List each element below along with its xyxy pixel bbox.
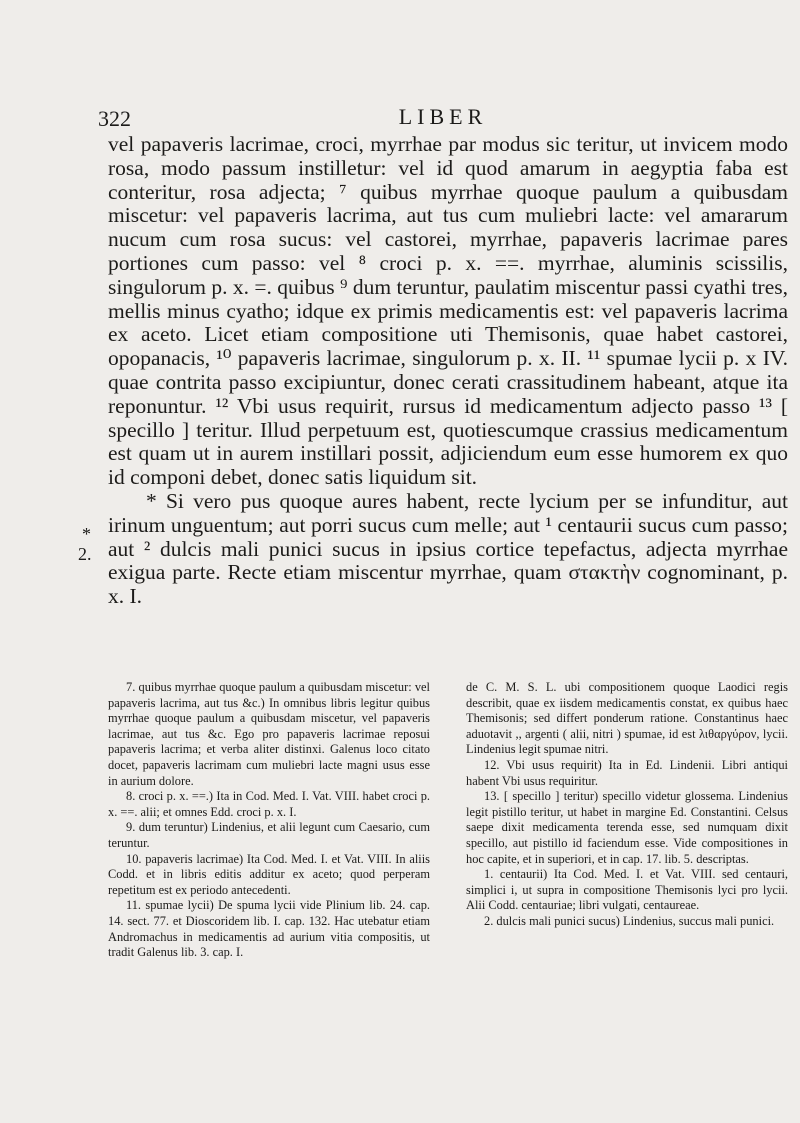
footnote: 12. Vbi usus requirit) Ita in Ed. Lindenii. Libri antiqui habent Vbi usus requiritur. (466, 757, 788, 788)
footnotes (108, 680, 788, 961)
margin-section-marker (78, 524, 92, 564)
footnote: 13. [ specillo ] teritur) specillo videtur glossema. Lindenius legit pistillo teritur, ut habet in margine Ed. Constantini. Celsus saepe dixit medicamenta terenda esse, sed numquam dixit specillo, aut pistillo id faciendum esse. Vide compositiones in hoc capite, et in superiori, et in cap. 17. lib. 5. descriptas. (466, 789, 788, 866)
footnote: 9. dum teruntur) Lindenius, et alii legunt cum Caesario, cum teruntur. (108, 820, 430, 850)
footnote: 10. papaveris lacrimae) Ita Cod. Med. I. et Vat. VIII. In aliis Codd. et in libris editis additur ex aceto; quod perperam repetitum est ex periodo antecedenti. (108, 851, 430, 897)
main-paragraph-1: vel papaveris lacrimae, croci, myrrhae par modus sic teritur, ut invicem modo rosa, modo passum instilletur: vel id quod amarum in aegyptia faba est conteritur, rosa adjecta; ⁷ quibus myrrhae quoque paulum a quibusdam miscetur: vel papaveris lacrima, aut tus cum muliebri lacte: vel amararum nucum cum rosa sucus: vel castorei, myrrhae, papaveris lacrimae pares portiones cum passo: vel ⁸ croci p. x. ==. myrrhae, aluminis scissilis, singulorum p. x. =. quibus ⁹ dum teruntur, paulatim miscentur passi cyathi tres, mellis minus cyatho; idque ex primis medicamentis est: vel papaveris lacrima ex aceto. Licet etiam compositione uti Themisonis, quae habet castorei, opopanacis, ¹⁰ papaveris lacrimae, singulorum p. x. II. ¹¹ spumae lycii p. x IV. quae contrita passo excipiuntur, donec cerati crassitudinem habeant, atque ita reponuntur. ¹² Vbi usus requirit, rursus id medicamentum adjecto passo ¹³ [ specillo ] teritur. Illud perpetuum est, quotiescumque crassius medicamentum est quam ut in aurem instillari possit, adjiciendum eum esse humorem ex quo id componi debet, donec satis liquidum sit. (108, 132, 788, 490)
footnote: 7. quibus myrrhae quoque paulum a quibusdam miscetur: vel papaveris lacrima, aut tus &c.) In omnibus libris legitur quibus myrrhae quoque paulum a quibusdam miscetur, vel papaveris lacrimae, aut tus &c. Ego pro papaveris lacrimae reposui papaveris lacrima; et verba aliter distinxi. Galenus loco citato docet, papaveris lacrimam cum muliebri lacte magni usus esse in aurium dolore. (108, 680, 430, 788)
running-head: LIBER (398, 104, 488, 129)
margin-asterisk: * (82, 524, 91, 544)
footnotes-left-column (108, 680, 430, 961)
footnote: 11. spumae lycii) De spuma lycii vide Plinium lib. 24. cap. 14. sect. 77. et Dioscoridem lib. I. cap. 132. Hac utebatur etiam Andromachus in medicamentis ad aurium vitia compositis, ut tradit Galenus lib. 3. cap. I. (108, 898, 430, 960)
footnote: 2. dulcis mali punici sucus) Lindenius, succus mali punici. (484, 913, 775, 928)
page-header (98, 100, 788, 132)
page-number: 322 (98, 106, 131, 131)
footnote-continuation: de C. M. S. L. ubi compositionem quoque Laodici regis describit, quae ex iisdem medicamentis constat, ex quibus haec Themisonis; sed differt ponderum ratione. Constantinus haec aduotavit ,, argenti ( alii, nitri ) spumae, id est λιθαργύρον, lycii. Lindenius legit spumae nitri. (466, 680, 788, 757)
main-text (108, 133, 788, 609)
main-paragraph-2: * Si vero pus quoque aures habent, recte lycium per se infunditur, aut irinum unguentum; aut porri sucus cum melle; aut ¹ centaurii sucus cum passo; aut ² dulcis mali punici sucus in ipsius cortice tepefactus, adjecta myrrhae exigua parte. Recte etiam miscentur myrrhae, quam στακτὴν cognominant, p. x. I. (108, 488, 788, 609)
footnote: 8. croci p. x. ==.) Ita in Cod. Med. I. Vat. VIII. habet croci p. x. ==. alii; et omnes Edd. croci p. x. I. (108, 789, 430, 819)
footnotes-right-column (466, 680, 788, 961)
footnote: 1. centaurii) Ita Cod. Med. I. et Vat. VIII. sed centauri, simplici i, ut supra in compositione Themisonis lyci pro lycii. Alii Codd. centauriae; libri vulgati, centaureae. (466, 867, 788, 913)
margin-section-number: 2. (78, 544, 92, 564)
